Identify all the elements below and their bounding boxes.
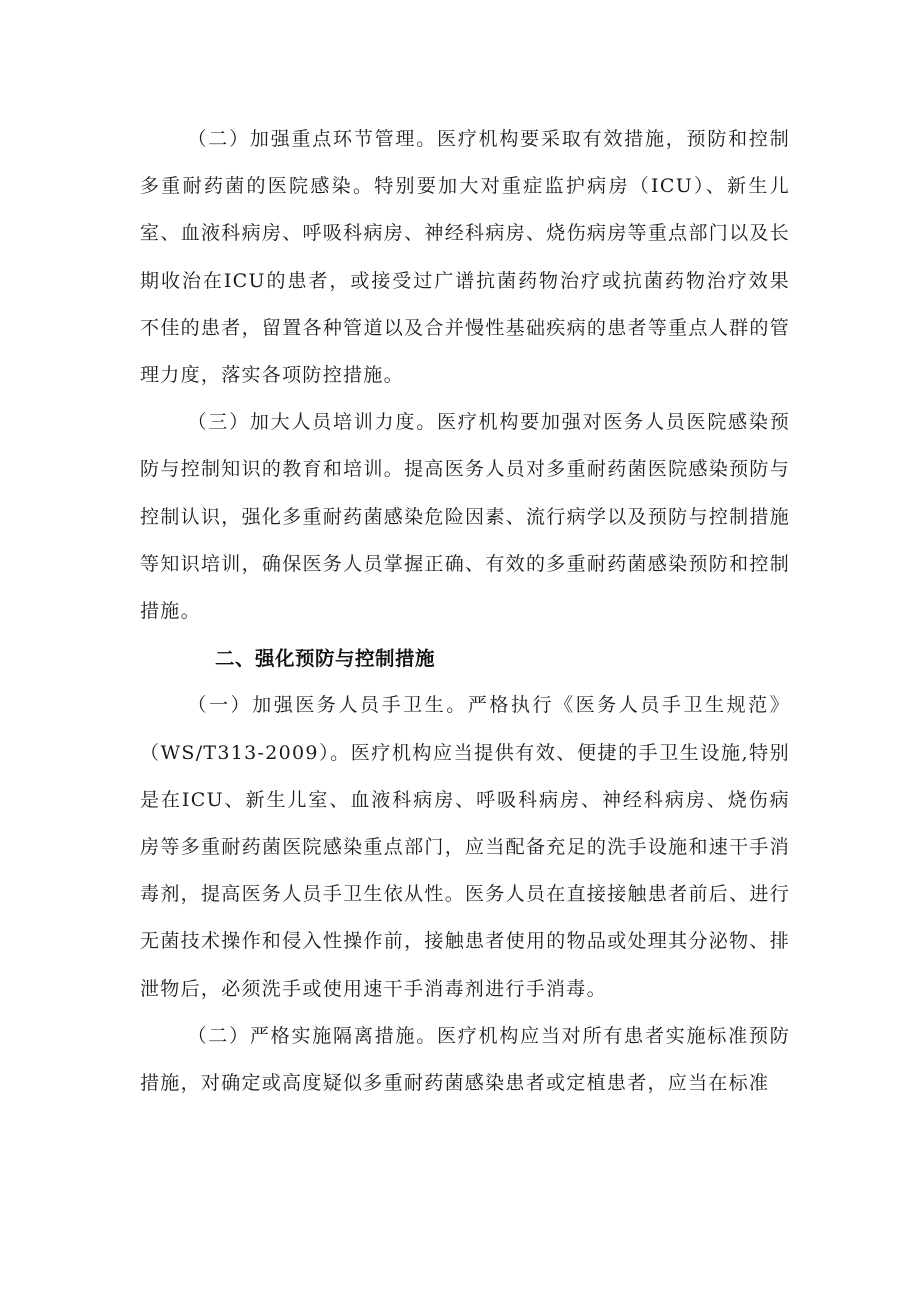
paragraph-key-links-management: （二）加强重点环节管理。医疗机构要采取有效措施，预防和控制多重耐药菌的医院感染。特别要加大对重症监护病房（ICU）、新生儿室、血液科病房、呼吸科病房、神经科病房、烧伤病房等重点部门以及长期收治在ICU的患者，或接受过广谱抗菌药物治疗或抗菌药物治疗效果不佳的患者，留置各种管道以及合并慢性基础疾病的患者等重点人群的管理力度，落实各项防控措施。 (140, 128, 790, 387)
document-body (140, 116, 790, 1107)
paragraph-hand-hygiene: （一）加强医务人员手卫生。严格执行《医务人员手卫生规范》（WS/T313-2009）。医疗机构应当提供有效、便捷的手卫生设施,特别是在ICU、新生儿室、血液科病房、呼吸科病房、神经科病房、烧伤病房等多重耐药菌医院感染重点部门，应当配备充足的洗手设施和速干手消毒剂，提高医务人员手卫生依从性。医务人员在直接接触患者前后、进行无菌技术操作和侵入性操作前，接触患者使用的物品或处理其分泌物、排泄物后，必须洗手或使用速干手消毒剂进行手消毒。 (140, 694, 790, 1000)
section-heading: 二、强化预防与控制措施 (215, 647, 436, 671)
paragraph-isolation-measures: （二）严格实施隔离措施。医疗机构应当对所有患者实施标准预防措施，对确定或高度疑似多重耐药菌感染患者或定植患者，应当在标准 (140, 1024, 790, 1095)
paragraph-staff-training: （三）加大人员培训力度。医疗机构要加强对医务人员医院感染预防与控制知识的教育和培训。提高医务人员对多重耐药菌医院感染预防与控制认识，强化多重耐药菌感染危险因素、流行病学以及预防与控制措施等知识培训，确保医务人员掌握正确、有效的多重耐药菌感染预防和控制措施。 (140, 411, 790, 623)
